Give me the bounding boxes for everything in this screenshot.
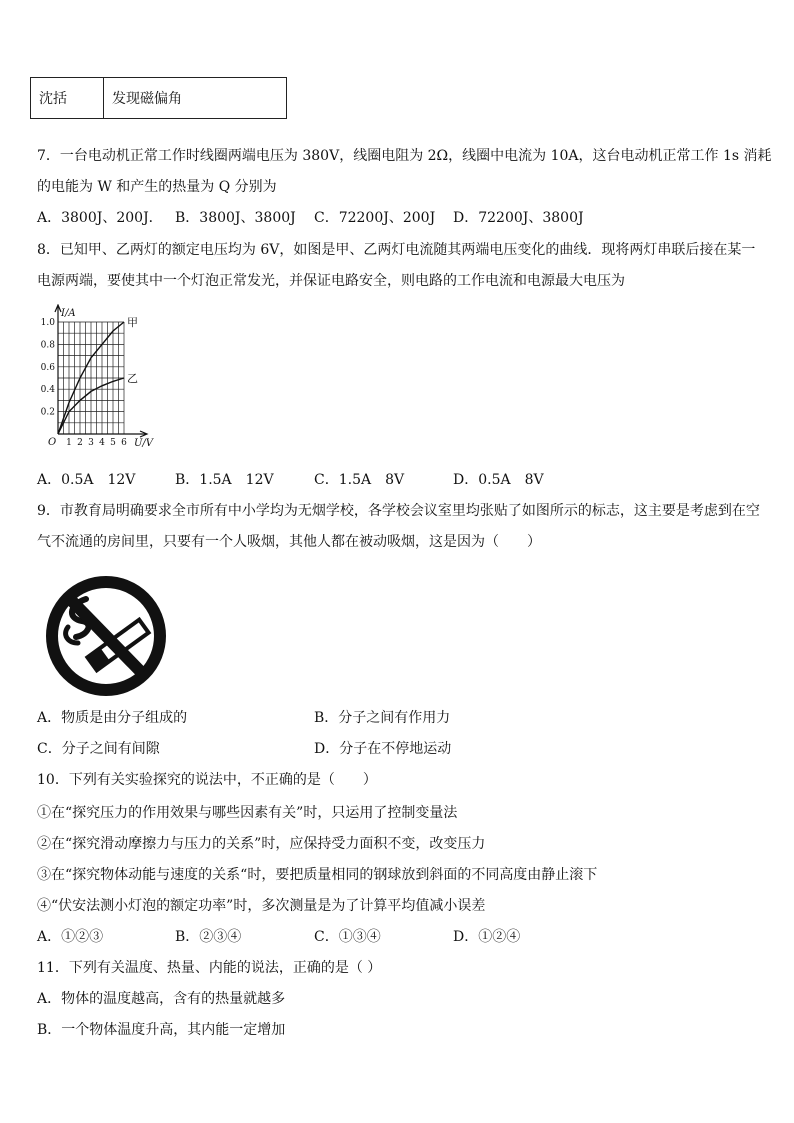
x-tick-label: 4 xyxy=(99,438,105,448)
q7-option-a: A．3800J、200J． xyxy=(37,210,163,226)
q8-stem-line2: 电源两端，要使其中一个灯泡正常发光，并保证电路安全，则电路的工作电流和电源最大电压为 xyxy=(37,273,625,289)
y-axis-label: I/A xyxy=(61,308,76,319)
y-tick-label: 1.0 xyxy=(40,318,55,328)
q9-option-d: D．分子在不停地运动 xyxy=(314,741,452,757)
q11-option-b: B．一个物体温度升高，其内能一定增加 xyxy=(37,1022,286,1038)
q10-item-1: ①在“探究压力的作用效果与哪些因素有关”时，只运用了控制变量法 xyxy=(37,805,458,821)
y-tick-label: 0.4 xyxy=(40,385,55,396)
q7-option-b: B．3800J、3800J xyxy=(175,210,296,226)
q10-stem: 10．下列有关实验探究的说法中，不正确的是（ ） xyxy=(37,772,377,788)
no-smoking-sign-icon xyxy=(38,575,176,697)
q10-option-b: B．②③④ xyxy=(175,929,242,945)
q8-option-c: C．1.5A 8V xyxy=(314,472,405,488)
q10-item-4: ④“伏安法测小灯泡的额定功率”时，多次测量是为了计算平均值减小误差 xyxy=(37,898,486,914)
q8-option-a: A．0.5A 12V xyxy=(37,472,136,488)
y-tick-label: 0.2 xyxy=(40,407,55,418)
q9-option-c: C．分子之间有间隙 xyxy=(37,741,160,757)
q7-option-d: D．72200J、3800J xyxy=(453,210,584,226)
q8-option-b: B．1.5A 12V xyxy=(175,472,274,488)
q9-stem-line1: 9．市教育局明确要求全市所有中小学均为无烟学校，各学校会议室里均张贴了如图所示的标志，这主要是考虑到在空 xyxy=(37,503,760,519)
q10-item-3: ③在“探究物体动能与速度的关系“时，要把质量相同的钢球放到斜面的不同高度由静止滚下 xyxy=(37,867,598,883)
q7-stem-line2: 的电能为 W 和产生的热量为 Q 分别为 xyxy=(37,179,277,195)
table-row xyxy=(31,78,287,119)
q8-option-d: D．0.5A 8V xyxy=(453,472,544,488)
inventor-table xyxy=(30,77,287,119)
series-label-2: 乙 xyxy=(127,372,138,385)
chart-grid xyxy=(58,322,124,434)
origin-label: O xyxy=(48,437,57,448)
q9-option-a: A．物质是由分子组成的 xyxy=(37,710,188,726)
y-tick-label: 0.6 xyxy=(40,362,55,373)
x-tick-label: 2 xyxy=(77,438,83,448)
series-label-1: 甲 xyxy=(127,316,138,329)
iu-curve-chart xyxy=(34,304,164,452)
q10-option-c: C．①③④ xyxy=(314,929,381,945)
y-tick-label: 0.8 xyxy=(40,340,55,351)
q10-option-d: D．①②④ xyxy=(453,929,521,945)
q11-stem: 11．下列有关温度、热量、内能的说法，正确的是（ ） xyxy=(37,960,382,976)
q9-stem-line2: 气不流通的房间里，只要有一个人吸烟，其他人都在被动吸烟，这是因为（ ） xyxy=(37,534,541,550)
x-tick-label: 6 xyxy=(121,438,127,448)
x-axis-label: U/V xyxy=(134,438,154,449)
x-tick-label: 3 xyxy=(88,438,94,448)
q9-option-b: B．分子之间有作用力 xyxy=(314,710,451,726)
table-cell-discovery: 发现磁偏角 xyxy=(104,78,287,119)
q10-option-a: A．①②③ xyxy=(37,929,104,945)
q11-option-a: A．物体的温度越高，含有的热量就越多 xyxy=(37,991,286,1007)
x-tick-label: 5 xyxy=(110,438,116,448)
q7-stem-line1: 7．一台电动机正常工作时线圈两端电压为 380V，线圈电阻为 2Ω，线圈中电流为 10A，这台电动机正常工作 1s 消耗 xyxy=(37,148,772,164)
q10-item-2: ②在“探究滑动摩擦力与压力的关系”时，应保持受力面积不变，改变压力 xyxy=(37,836,486,852)
table-cell-name: 沈括 xyxy=(31,78,104,119)
q8-stem-line1: 8．已知甲、乙两灯的额定电压均为 6V，如图是甲、乙两灯电流随其两端电压变化的曲线．现将两灯串联后接在某一 xyxy=(37,242,756,258)
q7-option-c: C．72200J、200J xyxy=(314,210,436,226)
x-tick-label: 1 xyxy=(66,438,72,448)
